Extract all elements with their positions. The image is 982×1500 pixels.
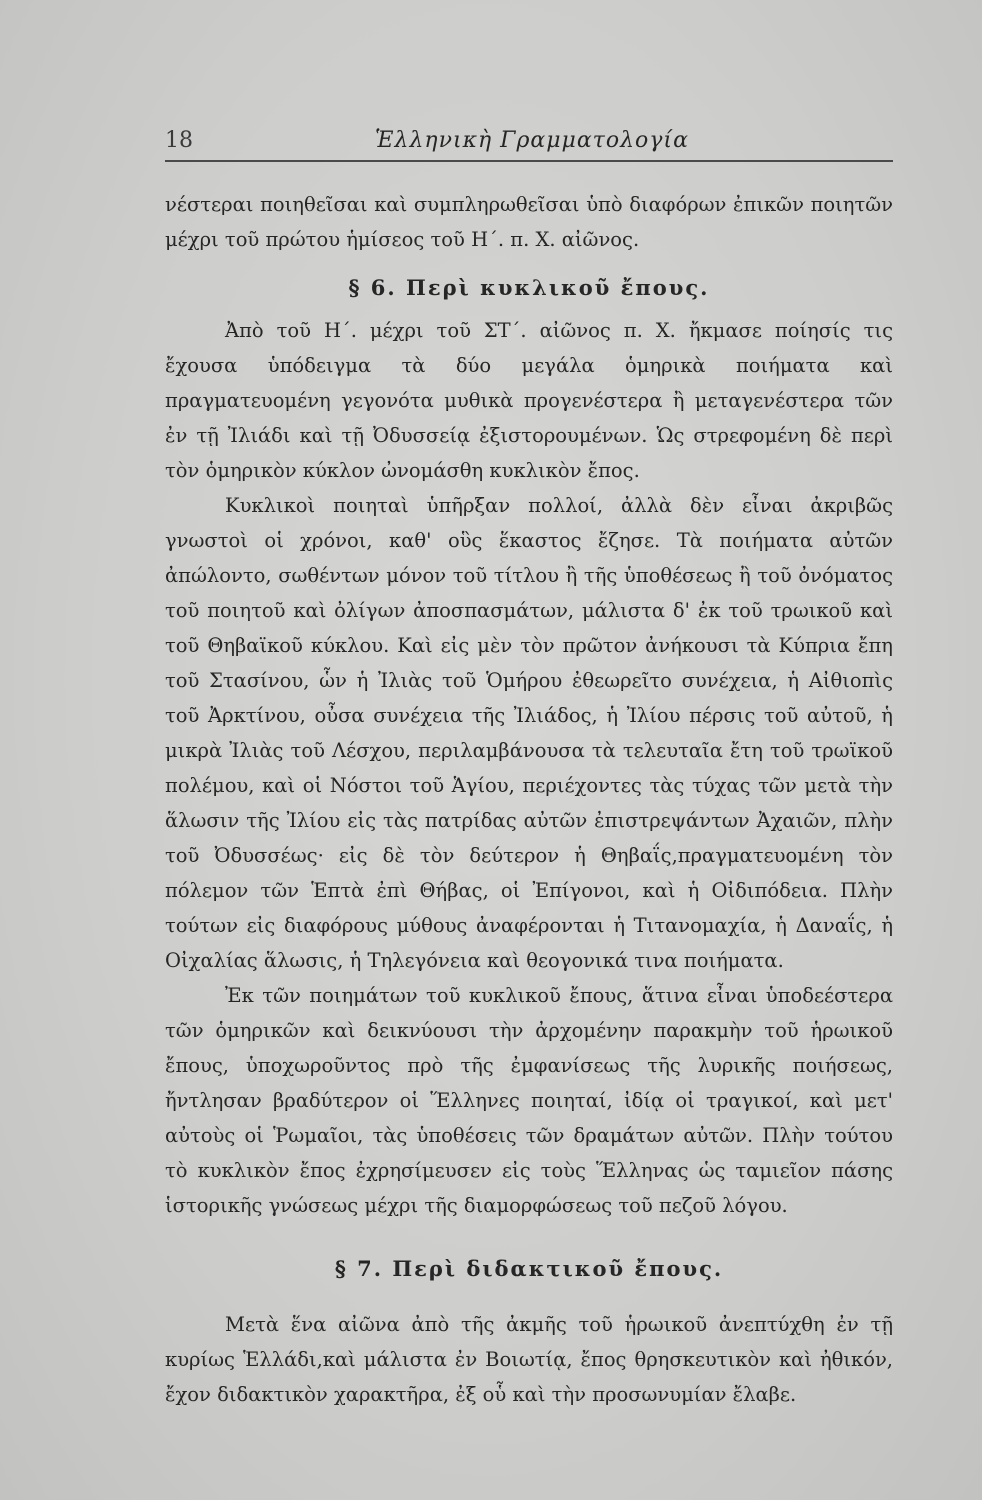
page-number: 18 <box>165 128 193 153</box>
header-rule <box>165 160 893 162</box>
paragraph-didactic-epic: Μετὰ ἕνα αἰῶνα ἀπὸ τῆς ἀκμῆς τοῦ ἡρωικοῦ ἀνεπτύχθη ἐν τῇ κυρίως Ἑλλάδι,καὶ μάλιστα ἐν Βοιωτίᾳ, ἔπος θρησκευτικὸν καὶ ἠθικόν, ἔχον διδακτικὸν χαρακτῆρα, ἐξ οὗ καὶ τὴν προσωνυμίαν ἔλαβε. <box>165 1313 893 1406</box>
page-header <box>165 128 893 160</box>
section-heading-7: § 7. Περὶ διδακτικοῦ ἔπους. <box>334 1256 724 1281</box>
paragraph-cyclic-poets: Κυκλικοὶ ποιηταὶ ὑπῆρξαν πολλοί, ἀλλὰ δὲν εἶναι ἀκριβῶς γνωστοὶ οἱ χρόνοι, καθ' οὓς ἕκαστος ἔζησε. Τὰ ποιήματα αὐτῶν ἀπώλοντο, σωθέντων μόνον τοῦ τίτλου ἢ τῆς ὑποθέσεως ἢ τοῦ ὀνόματος τοῦ ποιητοῦ καὶ ὀλίγων ἀποσπασμάτων, μάλιστα δ' ἐκ τοῦ τρωικοῦ καὶ τοῦ Θηβαϊκοῦ κύκλου. Καὶ εἰς μὲν τὸν πρῶτον ἀνήκουσι τὰ Κύπρια ἔπη τοῦ Στασίνου, ὧν ἡ Ἰλιὰς τοῦ Ὁμήρου ἐθεωρεῖτο συνέχεια, ἡ Αἰθιοπὶς τοῦ Ἀρκτίνου, οὖσα συνέχεια τῆς Ἰλιάδος, ἡ Ἰλίου πέρσις τοῦ αὐτοῦ, ἡ μικρὰ Ἰλιὰς τοῦ Λέσχου, περιλαμβάνουσα τὰ τελευταῖα ἔτη τοῦ τρωϊκοῦ πολέμου, καὶ οἱ Νόστοι τοῦ Ἁγίου, περιέχοντες τὰς τύχας τῶν μετὰ τὴν ἅλωσιν τῆς Ἰλίου εἰς τὰς πατρίδας αὐτῶν ἐπιστρεψάντων Ἀχαιῶν, πλὴν τοῦ Ὀδυσσέως· εἰς δὲ τὸν δεύτερον ἡ Θηβαΐς,πραγματευομένη τὸν πόλεμον τῶν Ἑπτὰ ἐπὶ Θήβας, οἱ Ἐπίγονοι, καὶ ἡ Οἰδιπόδεια. Πλὴν τούτων εἰς διαφόρους μύθους ἀναφέρονται ἡ Τιτανομαχία, ἡ Δαναΐς, ἡ Οἰχαλίας ἅλωσις, ἡ Τηλεγόνεια καὶ θεογονικά τινα ποιήματα. <box>165 494 893 972</box>
section-heading-6: § 6. Περὶ κυκλικοῦ ἔπους. <box>348 275 710 300</box>
continued-paragraph: νέστεραι ποιηθεῖσαι καὶ συμπληρωθεῖσαι ὑπὸ διαφόρων ἐπικῶν ποιητῶν μέχρι τοῦ πρώτου ἡμίσεος τοῦ Η΄. π. Χ. αἰῶνος. <box>165 193 893 251</box>
paragraph-cyclic-epic: Ἀπὸ τοῦ Η΄. μέχρι τοῦ ΣΤ΄. αἰῶνος π. Χ. ἤκμασε ποίησίς τις ἔχουσα ὑπόδειγμα τὰ δύο μεγάλα ὁμηρικὰ ποιήματα καὶ πραγματευομένη γεγονότα μυθικὰ προγενέστερα ἢ μεταγενέστερα τῶν ἐν τῇ Ἰλιάδι καὶ τῇ Ὀδυσσείᾳ ἐξιστορουμένων. Ὡς στρεφομένη δὲ περὶ τὸν ὁμηρικὸν κύκλον ὠνομάσθη κυκλικὸν ἔπος. <box>165 319 893 482</box>
page-body <box>165 187 893 1412</box>
running-title: Ἑλληνικὴ Γραμματολογία <box>375 128 689 153</box>
paragraph-influence: Ἐκ τῶν ποιημάτων τοῦ κυκλικοῦ ἔπους, ἅτινα εἶναι ὑποδεέστερα τῶν ὁμηρικῶν καὶ δεικνύουσι τὴν ἀρχομένην παρακμὴν τοῦ ἡρωικοῦ ἔπους, ὑποχωροῦντος πρὸ τῆς ἐμφανίσεως τῆς λυρικῆς ποιήσεως, ἤντλησαν βραδύτερον οἱ Ἕλληνες ποιηταί, ἰδίᾳ οἱ τραγικοί, καὶ μετ' αὐτοὺς οἱ Ῥωμαῖοι, τὰς ὑποθέσεις τῶν δραμάτων αὐτῶν. Πλὴν τούτου τὸ κυκλικὸν ἔπος ἐχρησίμευσεν εἰς τοὺς Ἕλληνας ὡς ταμιεῖον πάσης ἱστορικῆς γνώσεως μέχρι τῆς διαμορφώσεως τοῦ πεζοῦ λόγου. <box>165 984 893 1217</box>
